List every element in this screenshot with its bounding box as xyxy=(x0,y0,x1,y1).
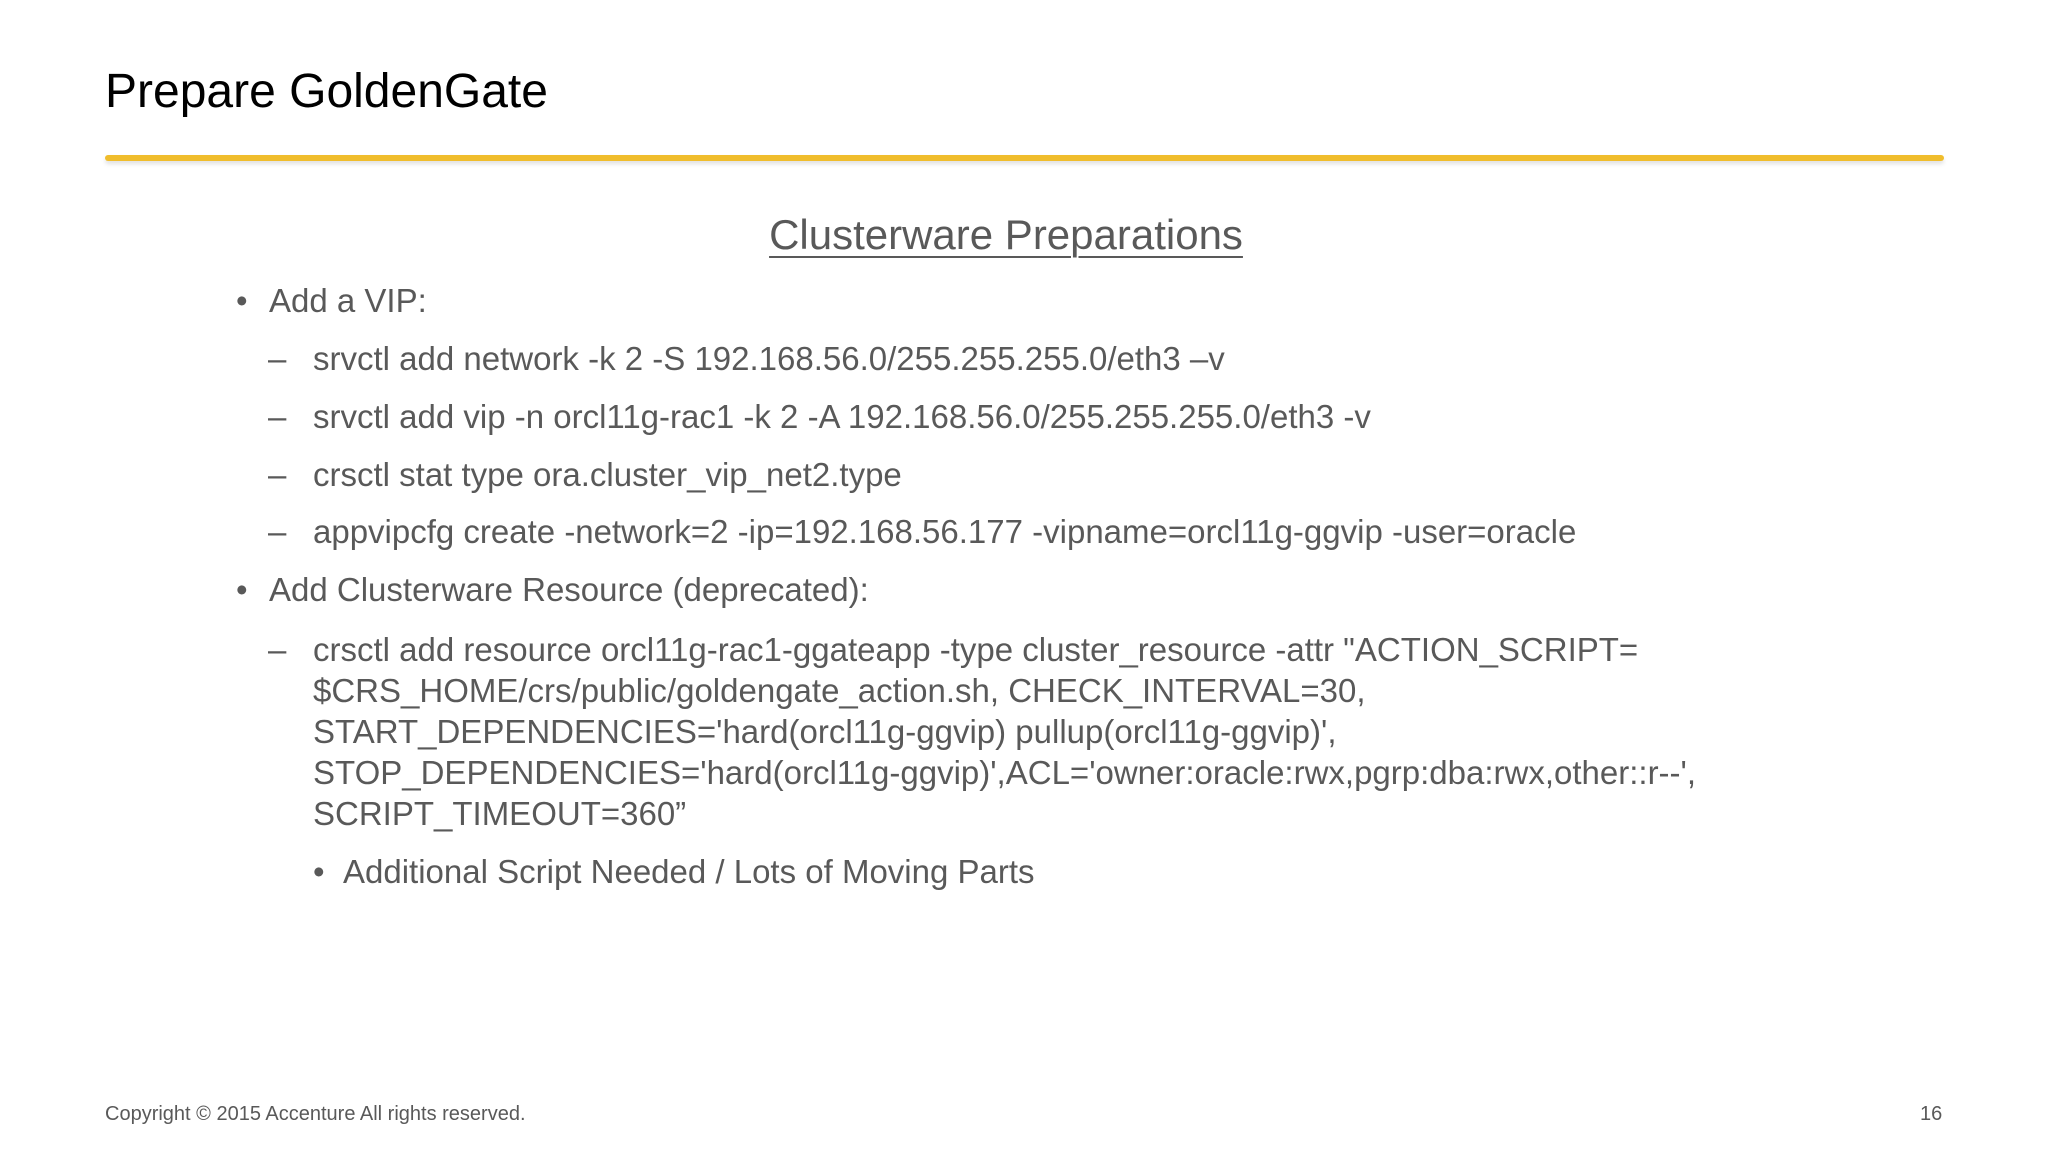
dash-marker: – xyxy=(268,513,287,550)
page-number: 16 xyxy=(1920,1103,1943,1125)
command-line-5: SCRIPT_TIMEOUT=360” xyxy=(313,795,687,832)
subitem-crsctl-stat-type: crsctl stat type ora.cluster_vip_net2.type xyxy=(313,456,902,493)
subitem-srvctl-add-vip: srvctl add vip -n orcl11g-rac1 -k 2 -A 192.168.56.0/255.255.255.0/eth3 -v xyxy=(313,398,1371,435)
bullet-marker: • xyxy=(236,282,248,319)
bullet-add-clusterware-resource: Add Clusterware Resource (deprecated): xyxy=(269,571,869,608)
command-line-4: STOP_DEPENDENCIES='hard(orcl11g-ggvip)',ACL='owner:oracle:rwx,pgrp:dba:rwx,other::r--', xyxy=(313,754,1697,791)
slide-title: Prepare GoldenGate xyxy=(105,65,548,118)
command-line-1: crsctl add resource orcl11g-rac1-ggateapp -type cluster_resource -attr "ACTION_SCRIPT= xyxy=(313,631,1639,668)
bullet-marker: • xyxy=(236,571,248,608)
dash-marker: – xyxy=(268,340,287,377)
dash-marker: – xyxy=(268,631,287,668)
subitem-srvctl-add-network: srvctl add network -k 2 -S 192.168.56.0/255.255.255.0/eth3 –v xyxy=(313,340,1225,377)
footer-copyright: Copyright © 2015 Accenture All rights reserved. xyxy=(105,1103,526,1125)
dash-marker: – xyxy=(268,398,287,435)
bullet-marker: • xyxy=(313,853,325,890)
dash-marker: – xyxy=(268,456,287,493)
bullet-add-vip: Add a VIP: xyxy=(269,282,427,319)
command-line-3: START_DEPENDENCIES='hard(orcl11g-ggvip) pullup(orcl11g-ggvip)', xyxy=(313,713,1337,750)
subitem-appvipcfg-create: appvipcfg create -network=2 -ip=192.168.56.177 -vipname=orcl11g-ggvip -user=oracle xyxy=(313,513,1577,550)
section-heading: Clusterware Preparations xyxy=(769,211,1243,258)
note-additional-script: Additional Script Needed / Lots of Moving Parts xyxy=(343,853,1035,890)
command-line-2: $CRS_HOME/crs/public/goldengate_action.sh, CHECK_INTERVAL=30, xyxy=(313,672,1366,709)
title-underline-rule xyxy=(105,155,1944,161)
